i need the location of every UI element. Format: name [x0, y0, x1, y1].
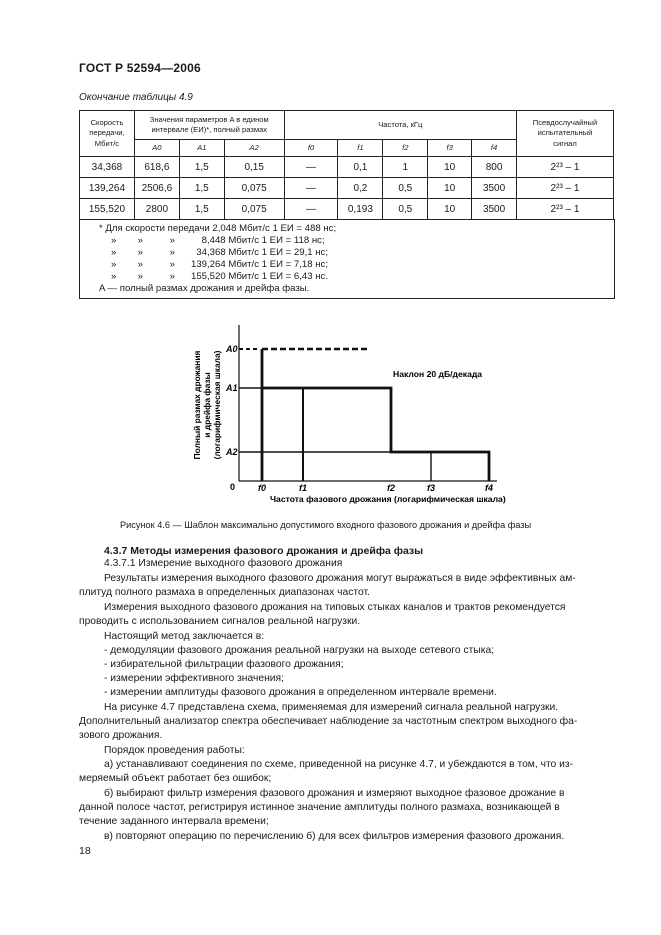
- text-line: На рисунке 4.7 представлена схема, применяемая для измерений сигнала реальной нагрузки.: [104, 702, 559, 713]
- header-values: Значения параметров A в едином интервале (ЕИ)*, полный размах: [134, 111, 284, 140]
- table-cell: 0,075: [224, 178, 284, 199]
- header-speed: Скорость передачи, Мбит/с: [80, 111, 135, 157]
- y-tick-a2: A2: [226, 447, 238, 457]
- text-line: течение заданного интервала времени;: [79, 816, 269, 827]
- table-cell: 34,368: [80, 157, 135, 178]
- table-cell: —: [284, 199, 338, 220]
- table-cell: 0,15: [224, 157, 284, 178]
- text-line: а) устанавливают соединения по схеме, приведенной на рисунке 4.7, и убеждаются в том, что из-: [104, 759, 574, 770]
- subhead-f3: f3: [428, 140, 472, 157]
- table-cell: 0,5: [383, 199, 428, 220]
- text-line: Результаты измерения выходного фазового дрожания могут выражаться в виде эффективных ам-: [104, 573, 576, 584]
- x-tick-f0: f0: [258, 483, 267, 493]
- note-line: * Для скорости передачи 2,048 Мбит/с 1 ЕИ = 488 нс;: [99, 223, 337, 234]
- text-line: Измерения выходного фазового дрожания на типовых стыках каналов и трактов рекомендуется: [104, 602, 566, 613]
- table-cell: 0,193: [338, 199, 383, 220]
- table-cell: 800: [472, 157, 517, 178]
- x-tick-f4: f4: [485, 483, 494, 493]
- table-cell: 2²³ – 1: [517, 157, 614, 178]
- x-tick-f2: f2: [387, 483, 396, 493]
- text-line: проводить с использованием сигналов реальной нагрузки.: [79, 616, 361, 627]
- text-line: меряемый объект работает без ошибок;: [79, 773, 272, 784]
- table-cell: 1,5: [179, 157, 224, 178]
- subhead-a2: A2: [224, 140, 284, 157]
- text-line: - измерении эффективного значения;: [104, 673, 284, 684]
- text-line: Настоящий метод заключается в:: [104, 631, 265, 642]
- table-cell: —: [284, 178, 338, 199]
- subhead-f1: f1: [338, 140, 383, 157]
- table-cell: 2800: [134, 199, 179, 220]
- text-line: данной полосе частот, регистрируя истинное значение амплитуды полного размаха, возникающей в: [79, 802, 560, 813]
- text-line: - избирательной фильтрации фазового дрожания;: [104, 659, 344, 670]
- table-cell: 2²³ – 1: [517, 199, 614, 220]
- table-cell: 618,6: [134, 157, 179, 178]
- table-cell: 0,075: [224, 199, 284, 220]
- text-line: 4.3.7.1 Измерение выходного фазового дрожания: [104, 558, 343, 569]
- text-line: - демодуляции фазового дрожания реальной нагрузки на выходе сетевого стыка;: [104, 645, 495, 656]
- table-cell: 10: [428, 178, 472, 199]
- y-tick-a0: A0: [226, 344, 238, 354]
- slope-annotation: Наклон 20 дБ/декада: [393, 369, 483, 379]
- x-tick-f1: f1: [299, 483, 308, 493]
- table-cell: 1: [383, 157, 428, 178]
- table-cell: —: [284, 157, 338, 178]
- table-cell: 1,5: [179, 178, 224, 199]
- table-cell: 155,520: [80, 199, 135, 220]
- y-tick-a1: A1: [226, 383, 238, 393]
- note-line: » » » 139,264 Мбит/с 1 ЕИ = 7,18 нс;: [111, 259, 329, 270]
- origin-label: 0: [230, 482, 236, 492]
- table-cell: 0,1: [338, 157, 383, 178]
- table-cell: 139,264: [80, 178, 135, 199]
- note-line: » » » 8,448 Мбит/с 1 ЕИ = 118 нс;: [111, 235, 325, 246]
- note-line: A — полный размах дрожания и дрейфа фазы.: [99, 283, 310, 294]
- x-tick-f3: f3: [427, 483, 436, 493]
- table-cell: 0,2: [338, 178, 383, 199]
- section-title: 4.3.7 Методы измерения фазового дрожания и дрейфа фазы: [104, 545, 424, 557]
- page-number: 18: [79, 845, 91, 857]
- subhead-f4: f4: [472, 140, 517, 157]
- subhead-a1: A1: [179, 140, 224, 157]
- note-line: » » » 34,368 Мбит/с 1 ЕИ = 29,1 нс;: [111, 247, 329, 258]
- text-line: б) выбирают фильтр измерения фазового дрожания и измеряют выходное фазовое дрожание в: [104, 788, 565, 799]
- table-cell: 10: [428, 157, 472, 178]
- table-caption: Окончание таблицы 4.9: [79, 92, 193, 103]
- table-cell: 0,5: [383, 178, 428, 199]
- y-axis-label: и дрейфа фазы: [202, 372, 212, 438]
- text-line: в) повторяют операцию по перечислению б) для всех фильтров измерения фазового дрожания.: [104, 831, 565, 842]
- y-axis-label: Полный размах дрожания: [192, 350, 202, 460]
- table-cell: 3500: [472, 199, 517, 220]
- text-line: зового дрожания.: [79, 730, 163, 741]
- x-axis-label: Частота фазового дрожания (логарифмическая шкала): [270, 494, 506, 504]
- header-prbs: Псевдослучайный испытательный сигнал: [517, 111, 614, 157]
- y-axis-label: (логарифмическая шкала): [212, 350, 222, 460]
- text-line: Дополнительный анализатор спектра обеспечивает наблюдение за частотным спектром выходного фа-: [79, 716, 578, 727]
- table-cell: 2506,6: [134, 178, 179, 199]
- table-cell: 3500: [472, 178, 517, 199]
- text-line: - измерении амплитуды фазового дрожания в определенном интервале времени.: [104, 687, 497, 698]
- subhead-f0: f0: [284, 140, 338, 157]
- subhead-f2: f2: [383, 140, 428, 157]
- subhead-a0: A0: [134, 140, 179, 157]
- table-cell: 10: [428, 199, 472, 220]
- figure-caption: Рисунок 4.6 — Шаблон максимально допустимого входного фазового дрожания и дрейфа фазы: [120, 520, 532, 530]
- table-cell: 1,5: [179, 199, 224, 220]
- table-cell: 2²³ – 1: [517, 178, 614, 199]
- note-line: » » » 155,520 Мбит/с 1 ЕИ = 6,43 нс.: [111, 271, 329, 282]
- header-frequency: Частота, кГц: [284, 111, 516, 140]
- text-line: плитуд полного размаха в определенных диапазонах частот.: [79, 587, 370, 598]
- text-line: Порядок проведения работы:: [104, 745, 245, 756]
- document-header: ГОСТ Р 52594—2006: [79, 61, 201, 75]
